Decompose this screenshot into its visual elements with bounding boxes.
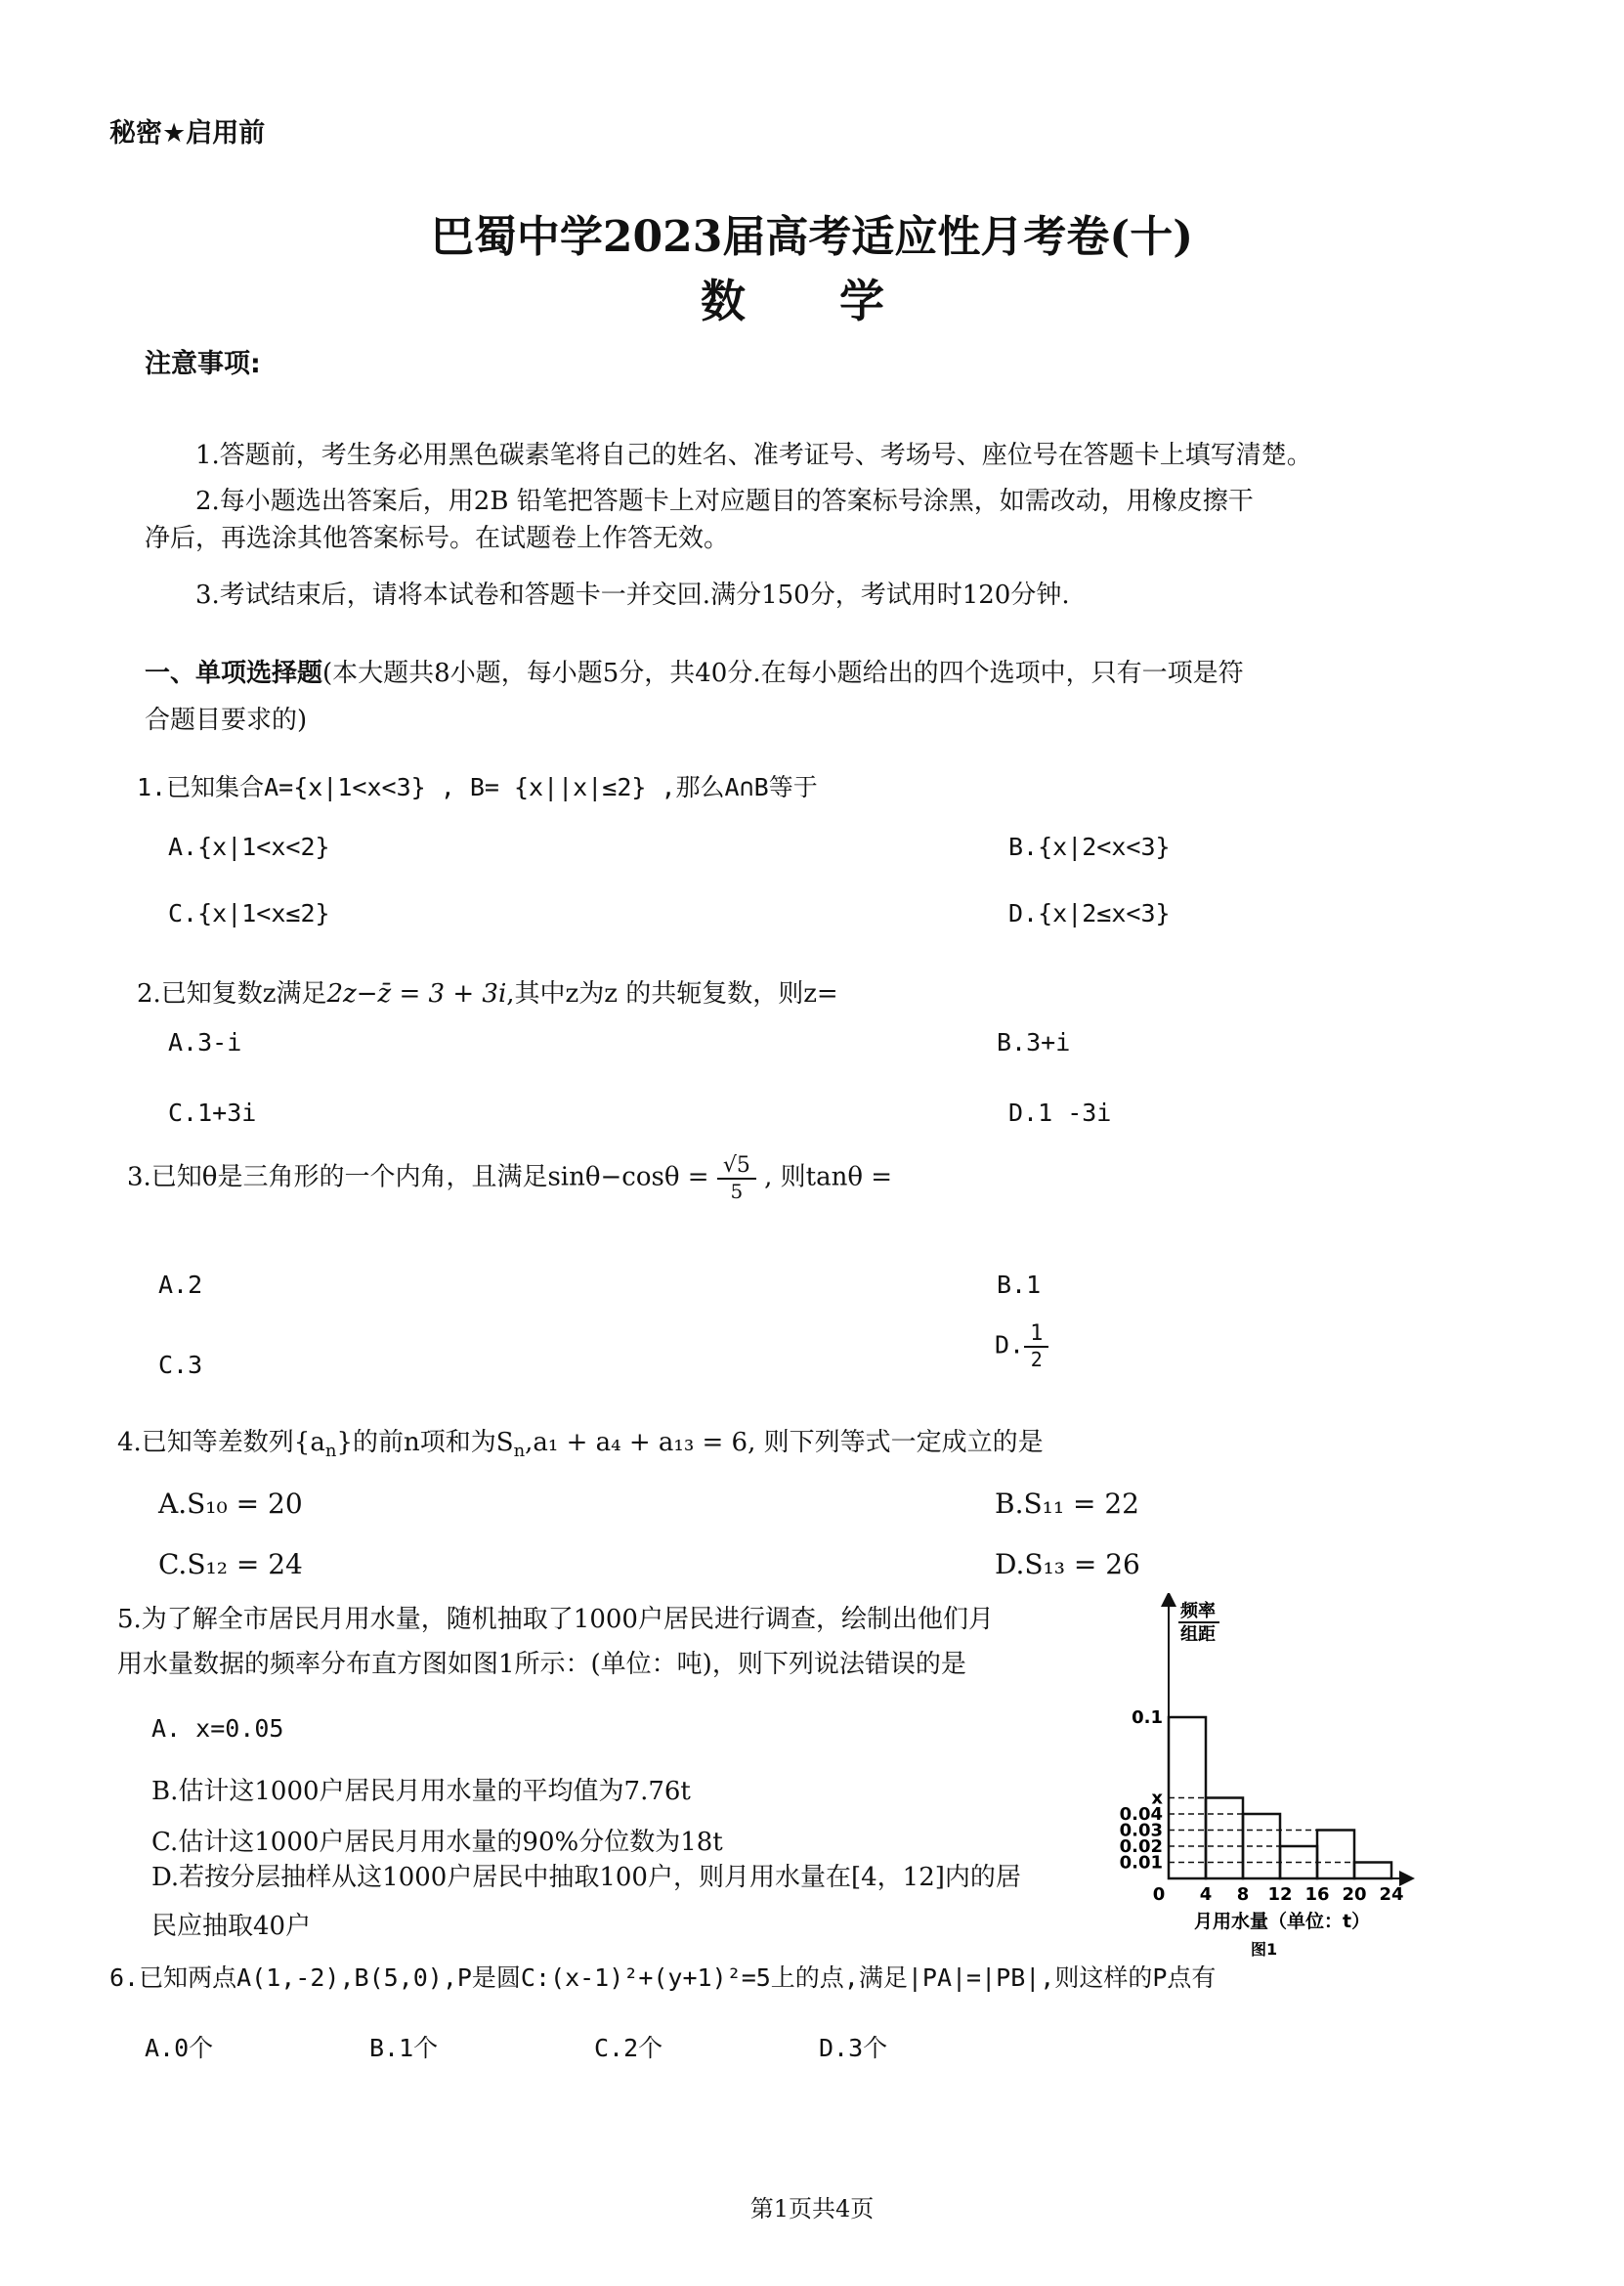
- q4-stem: [117, 1422, 1044, 1461]
- q5-option-c: C.估计这1000户居民月用水量的90%分位数为18t: [151, 1828, 723, 1857]
- x-tick-label-3: 8: [1236, 1884, 1250, 1905]
- histogram-bar-2: [1206, 1798, 1243, 1879]
- notice-item-3: 3.考试结束后，请将本试卷和答题卡一并交回.满分150分，考试用时120分钟.: [195, 581, 1070, 610]
- q3-option-c: C.3: [158, 1351, 203, 1379]
- q1-option-c: C.{x|1<x≤2}: [168, 899, 330, 927]
- q4-sub-n: n: [324, 1441, 337, 1462]
- q3-option-d-den: 2: [1030, 1348, 1043, 1371]
- q2-option-d: D.1 -3i: [1008, 1099, 1112, 1127]
- y-tick-label-4: 0.03: [1119, 1820, 1163, 1841]
- q2-stem-pre: 2.已知复数z满足: [137, 979, 327, 1009]
- y-label-bottom: 组距: [1180, 1624, 1216, 1645]
- figure-caption: 图1: [1251, 1940, 1278, 1959]
- q3-frac-num: √5: [717, 1153, 756, 1180]
- q3-option-d-num: 1: [1024, 1321, 1048, 1348]
- q5-stem-line-1: 5.为了解全市居民月用水量，随机抽取了1000户居民进行调查，绘制出他们月: [117, 1605, 994, 1634]
- section-1-header: [145, 653, 1244, 689]
- q1-stem: 1.已知集合A={x|1<x<3} , B= {x||x|≤2} ,那么A∩B等于: [137, 773, 818, 801]
- q5-option-b: B.估计这1000户居民月用水量的平均值为7.76t: [151, 1777, 691, 1806]
- notice-item-1: 1.答题前，考生务必用黑色碳素笔将自己的姓名、准考证号、考场号、座位号在答题卡上填写清楚。: [195, 441, 1312, 470]
- secret-label: 秘密★启用前: [109, 118, 266, 149]
- q5-option-d-line-1: D.若按分层抽样从这1000户居民中抽取100户，则月用水量在[4，12]内的居: [151, 1863, 1021, 1892]
- notice-heading: 注意事项:: [145, 349, 261, 379]
- histogram-bar-5: [1317, 1831, 1354, 1879]
- q1-option-a: A.{x|1<x<2}: [168, 833, 330, 861]
- q6-option-c: C.2个: [594, 2034, 663, 2062]
- x-axis-label: 月用水量（单位：t）: [1194, 1911, 1371, 1932]
- subject-title: 数 学: [700, 275, 923, 327]
- x-tick-label-7: 24: [1379, 1884, 1404, 1905]
- q4-stem-math: ,a₁ + a₄ + a₁₃ = 6: [525, 1428, 748, 1457]
- x-tick-label-6: 20: [1342, 1884, 1367, 1905]
- histogram-ticks: [1120, 1707, 1404, 1905]
- q5-option-d-line-2: 民应抽取40户: [151, 1912, 312, 1941]
- q3-fraction: [717, 1153, 756, 1203]
- y-tick-label-5: 0.02: [1119, 1836, 1163, 1857]
- q2-option-a: A.3-i: [168, 1028, 242, 1057]
- section-1-title: 一、单项选择题: [145, 659, 323, 688]
- y-tick-label-6: 0.01: [1119, 1852, 1163, 1874]
- q4-option-b: B.S₁₁ = 22: [995, 1488, 1139, 1520]
- q5-stem-line-2: 用水量数据的频率分布直方图如图1所示：(单位：吨)，则下列说法错误的是: [117, 1650, 966, 1679]
- q1-option-b: B.{x|2<x<3}: [1008, 833, 1171, 861]
- q6-stem: 6.已知两点A(1,-2),B(5,0),P是圆C:(x-1)²+(y+1)²=5上的点,满足|PA|=|PB|,则这样的P点有: [109, 1963, 1217, 1992]
- q2-stem-math: 2z−z̄ = 3 + 3i: [326, 979, 507, 1009]
- q3-frac-den: 5: [730, 1180, 744, 1203]
- q3-stem-math: sinθ−cosθ =: [547, 1162, 709, 1192]
- q2-stem: [137, 973, 838, 1010]
- x-tick-label-4: 12: [1267, 1884, 1293, 1905]
- q4-sub-n2: n: [513, 1441, 526, 1462]
- q4-stem-mid: }的前n项和为S: [336, 1428, 514, 1457]
- q4-option-c: C.S₁₂ = 24: [158, 1548, 303, 1580]
- q3-option-d-label: D.: [995, 1330, 1025, 1359]
- q1-option-d: D.{x|2≤x<3}: [1008, 899, 1171, 927]
- q5-option-a: A. x=0.05: [151, 1714, 284, 1743]
- q6-option-b: B.1个: [369, 2034, 439, 2062]
- y-tick-label-3: 0.04: [1119, 1804, 1163, 1825]
- section-1-desc: (本大题共8小题，每小题5分，共40分.在每小题给出的四个选项中，只有一项是符: [322, 659, 1244, 688]
- q3-option-d-fraction: [1024, 1321, 1048, 1371]
- notice-item-2-cont: 净后，再选涂其他答案标号。在试题卷上作答无效。: [145, 524, 730, 553]
- x-tick-label-5: 16: [1304, 1884, 1330, 1905]
- q4-stem-pre: 4.已知等差数列{a: [117, 1428, 325, 1457]
- q6-option-a: A.0个: [145, 2034, 214, 2062]
- q2-option-b: B.3+i: [997, 1028, 1071, 1057]
- x-tick-label-2: 4: [1199, 1884, 1213, 1905]
- q3-option-a: A.2: [158, 1271, 203, 1299]
- notice-item-2: 2.每小题选出答案后，用2B 铅笔把答题卡上对应题目的答案标号涂黑，如需改动，用橡皮擦干: [195, 487, 1254, 516]
- y-label-top: 频率: [1180, 1601, 1216, 1621]
- q2-stem-post: ,其中z为z 的共轭复数，则z=: [506, 979, 838, 1009]
- page-footer: 第1页共4页: [749, 2195, 875, 2222]
- q4-stem-post: , 则下列等式一定成立的是: [748, 1428, 1044, 1457]
- q4-option-d: D.S₁₃ = 26: [995, 1548, 1140, 1580]
- histogram-bar-6: [1354, 1863, 1391, 1879]
- q6-option-d: D.3个: [819, 2034, 888, 2062]
- q3-stem: [127, 1153, 892, 1203]
- y-tick-label-1: 0.1: [1132, 1707, 1163, 1728]
- y-tick-label-2: x: [1151, 1788, 1163, 1809]
- x-tick-label-1: 0: [1152, 1884, 1166, 1905]
- section-1-desc-cont: 合题目要求的): [145, 706, 308, 735]
- q3-stem-pre: 3.已知θ是三角形的一个内角，且满足: [127, 1162, 548, 1192]
- exam-title: 巴蜀中学2023届高考适应性月考卷(十): [430, 212, 1194, 262]
- q3-stem-post: , 则tanθ =: [764, 1162, 893, 1192]
- histogram-figure: [1114, 1593, 1417, 1964]
- q4-option-a: A.S₁₀ = 20: [158, 1488, 303, 1520]
- q3-option-b: B.1: [997, 1271, 1042, 1299]
- q2-option-c: C.1+3i: [168, 1099, 257, 1127]
- q3-option-d: [995, 1321, 1048, 1371]
